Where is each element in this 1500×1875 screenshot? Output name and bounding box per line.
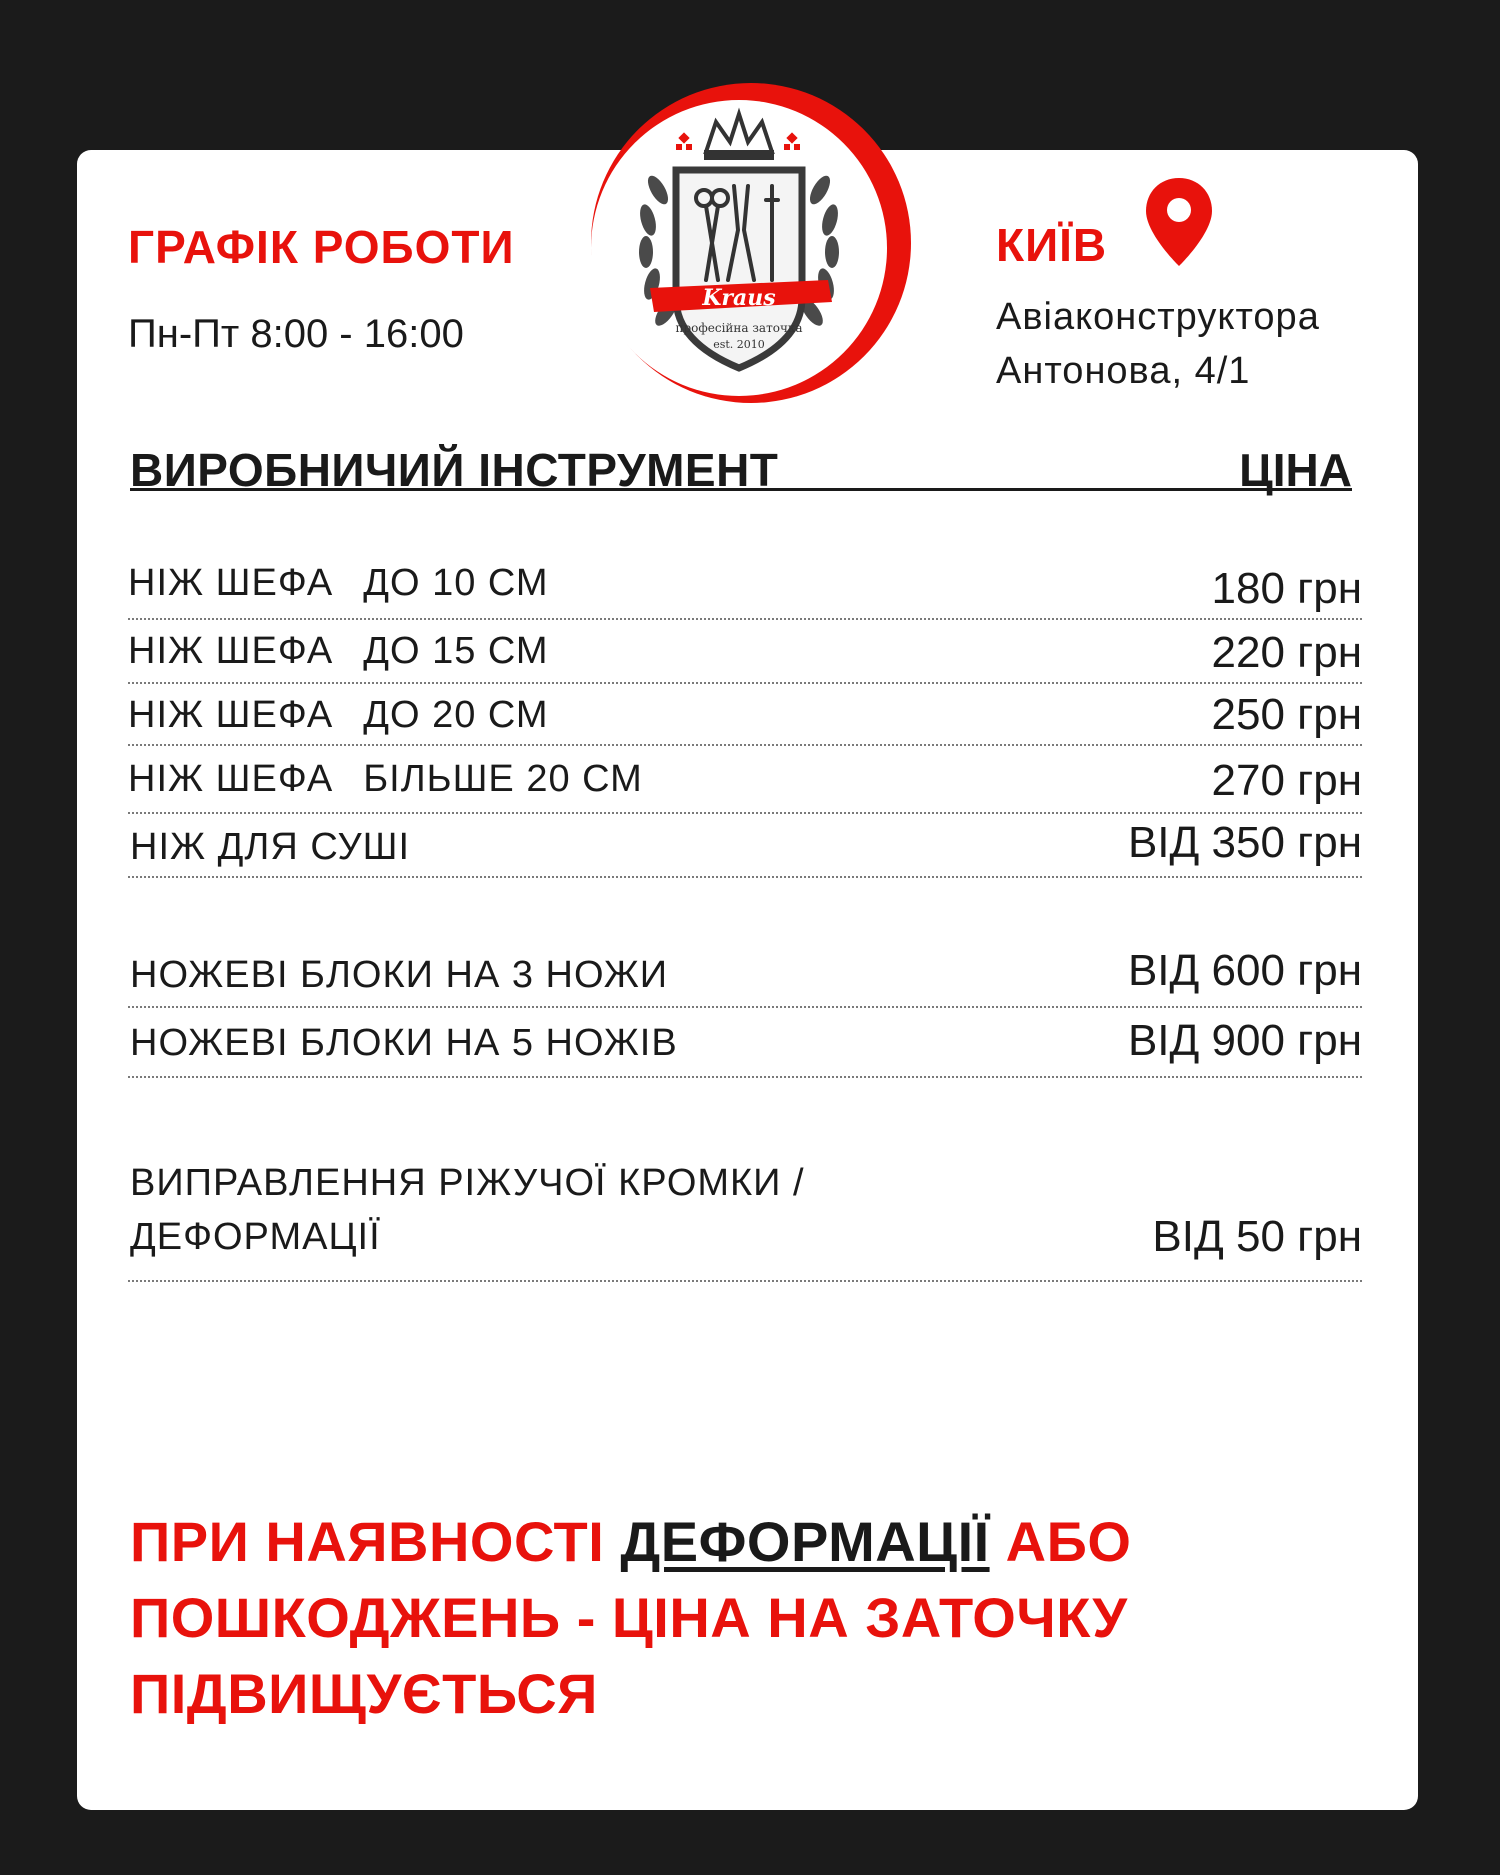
price-row [128, 1016, 1362, 1078]
schedule-hours: Пн-Пт 8:00 - 16:00 [128, 312, 464, 356]
logo-tagline: професійна заточка [675, 321, 803, 335]
table-heading: ВИРОБНИЧИЙ ІНСТРУМЕНТ [130, 444, 779, 496]
item-name: НІЖ ШЕФА БІЛЬШЕ 20 СМ [128, 758, 643, 800]
item-price: ВІД 350 грн [1127, 818, 1362, 867]
price-row [128, 752, 1362, 814]
item-name: НІЖ ШЕФА ДО 10 СМ [128, 562, 549, 604]
warning-note: ПРИ НАЯВНОСТІ ДЕФОРМАЦІЇ АБО ПОШКОДЖЕНЬ - ЦІНА НА ЗАТОЧКУ ПІДВИЩУЄТЬСЯ [130, 1510, 1132, 1725]
heading-underline [130, 488, 1352, 491]
item-name: НОЖЕВІ БЛОКИ НА 5 НОЖІВ [130, 1022, 678, 1064]
price-row [128, 818, 1362, 878]
warning-highlight: ДЕФОРМАЦІЇ [620, 1510, 990, 1573]
address-line-1: Авіаконструктора [996, 296, 1320, 338]
logo-brand: Kraus [702, 285, 776, 311]
item-price: 270 грн [1211, 756, 1362, 805]
item-price: 250 грн [1211, 690, 1362, 739]
kraus-logo [588, 80, 914, 406]
item-name: ВИПРАВЛЕННЯ РІЖУЧОЇ КРОМКИ / ДЕФОРМАЦІЇ [130, 1162, 805, 1258]
map-pin-icon [1144, 176, 1214, 268]
item-name: НІЖ ДЛЯ СУШІ [130, 826, 411, 868]
price-row [128, 946, 1362, 1008]
price-row [128, 688, 1362, 746]
address-line-2: Антонова, 4/1 [996, 350, 1251, 392]
city-title: КИЇВ [996, 219, 1108, 271]
schedule-title: ГРАФІК РОБОТИ [128, 221, 515, 273]
item-name: НОЖЕВІ БЛОКИ НА 3 НОЖИ [130, 954, 669, 996]
price-heading: ЦІНА [1239, 444, 1352, 496]
item-name: НІЖ ШЕФА ДО 20 СМ [128, 694, 549, 736]
logo-est: est. 2010 [713, 338, 765, 351]
price-row [128, 624, 1362, 684]
item-price: 180 грн [1211, 564, 1362, 613]
item-price: ВІД 900 грн [1127, 1016, 1362, 1065]
item-price: 220 грн [1211, 628, 1362, 677]
item-price: ВІД 50 грн [1152, 1212, 1362, 1261]
price-row [128, 1156, 1362, 1282]
item-name: НІЖ ШЕФА ДО 15 СМ [128, 630, 549, 672]
price-row [128, 556, 1362, 620]
address [996, 290, 1320, 398]
item-price: ВІД 600 грн [1127, 946, 1362, 995]
